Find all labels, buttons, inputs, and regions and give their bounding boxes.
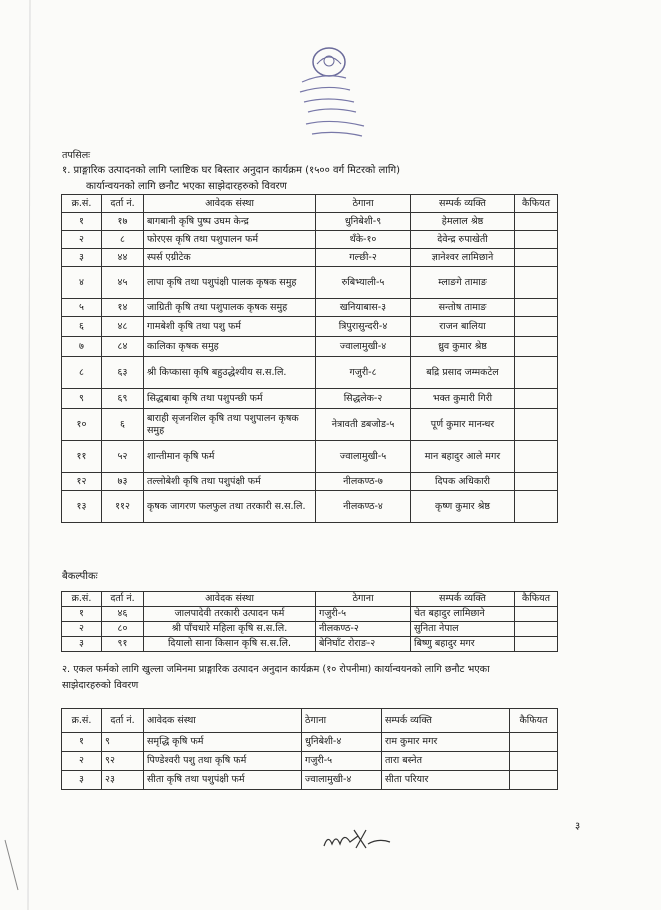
col-header-addr: ठेगाना — [316, 592, 411, 607]
col-header-sn: क्र.सं. — [62, 709, 102, 733]
tapsil-label: तपसिलः — [62, 150, 91, 161]
cell-addr: नीलकण्ठ-७ — [316, 473, 411, 491]
col-header-remarks: कैफियत — [515, 195, 558, 213]
cell-remarks — [510, 771, 558, 790]
table-row — [62, 771, 558, 790]
col-header-reg: दर्ता नं. — [102, 709, 144, 733]
cell-org: समृद्धि कृषि फर्म — [144, 733, 302, 752]
section2-title: २. एकल फर्मको लागि खुल्ला जमिनमा प्राङ्गारिक उत्पादन अनुदान कार्यक्रम (१० रोपनीमा) कार्यान्वयनको लागि छनौट भएका — [62, 664, 490, 675]
cell-sn: ४ — [62, 267, 102, 299]
cell-org: बाराही सृजनशिल कृषि तथा पशुपालन कृषक समुह — [144, 409, 316, 441]
cell-org: कालिका कृषक समुह — [144, 337, 316, 357]
cell-sn: १ — [62, 213, 102, 231]
cell-remarks — [515, 249, 558, 267]
cell-org: कृषक जागरण फलफुल तथा तरकारी स.स.लि. — [144, 491, 316, 523]
cell-sn: ९ — [62, 389, 102, 409]
cell-sn: १० — [62, 409, 102, 441]
cell-reg: १७ — [102, 213, 144, 231]
table-row — [62, 607, 558, 622]
cell-reg: ४४ — [102, 249, 144, 267]
table-row — [62, 389, 558, 409]
cell-org: दियालो साना किसान कृषि स.स.लि. — [144, 637, 316, 652]
cell-org: लापा कृषि तथा पशुपंक्षी पालक कृषक समुह — [144, 267, 316, 299]
col-header-reg: दर्ता नं. — [102, 195, 144, 213]
cell-org: श्री किप्कासा कृषि बहुउद्धेश्यीय स.स.लि. — [144, 357, 316, 389]
cell-sn: ६ — [62, 317, 102, 337]
table-row — [62, 637, 558, 652]
cell-org: जाग्रिती कृषि तथा पशुपालक कृषक समुह — [144, 299, 316, 317]
cell-org: सीता कृषि तथा पशुपंक्षी फर्म — [144, 771, 302, 790]
cell-reg: ४५ — [102, 267, 144, 299]
cell-org: तल्लोबेशी कृषि तथा पशुपंक्षी फर्म — [144, 473, 316, 491]
col-header-sn: क्र.सं. — [62, 592, 102, 607]
cell-sn: ८ — [62, 357, 102, 389]
col-header-remarks: कैफियत — [515, 592, 558, 607]
table-open-field-selected — [61, 708, 558, 790]
table-row — [62, 733, 558, 752]
cell-sn: १२ — [62, 473, 102, 491]
cell-reg: ८० — [102, 622, 144, 637]
cell-contact: भक्त कुमारी गिरी — [411, 389, 515, 409]
cell-addr: ज्वालामुखी-४ — [316, 337, 411, 357]
cell-org: फोरएस कृषि तथा पशुपालन फर्म — [144, 231, 316, 249]
table-row — [62, 249, 558, 267]
table-row — [62, 317, 558, 337]
col-header-org: आवेदक संस्था — [144, 592, 316, 607]
col-header-org: आवेदक संस्था — [144, 195, 316, 213]
cell-reg: ९१ — [102, 637, 144, 652]
cell-remarks — [515, 622, 558, 637]
section1-title: १. प्राङ्गारिक उत्पादनको लागि प्लाष्टिक घर बिस्तार अनुदान कार्यक्रम (१५०० वर्ग मिटरको लागि) — [62, 165, 400, 176]
table-row — [62, 622, 558, 637]
cell-contact: सुनिता नेपाल — [411, 622, 515, 637]
cell-contact: म्लाङगे तामाङ — [411, 267, 515, 299]
table-alternates — [61, 591, 558, 652]
cell-addr: गजुरी-५ — [302, 752, 382, 771]
cell-contact: मान बहादुर आले मगर — [411, 441, 515, 473]
cell-addr: नेत्रावती डबजोड-५ — [316, 409, 411, 441]
cell-contact: पूर्ण कुमार मानन्धर — [411, 409, 515, 441]
col-header-contact: सम्पर्क व्यक्ति — [382, 709, 510, 733]
table-row — [62, 752, 558, 771]
cell-contact: राम कुमार मगर — [382, 733, 510, 752]
cell-reg: २३ — [102, 771, 144, 790]
handwritten-signature — [318, 824, 398, 854]
cell-contact: हेमलाल श्रेष्ठ — [411, 213, 515, 231]
section2-subtitle: साझेदारहरुको विवरण — [62, 680, 139, 691]
table-row — [62, 299, 558, 317]
cell-addr: गजुरी-५ — [316, 607, 411, 622]
cell-addr: खनियाबास-३ — [316, 299, 411, 317]
table-row — [62, 213, 558, 231]
cell-reg: ५२ — [102, 441, 144, 473]
cell-org: गामबेशी कृषि तथा पशु फर्म — [144, 317, 316, 337]
cell-addr: नीलकण्ठ-४ — [316, 491, 411, 523]
cell-reg: १४ — [102, 299, 144, 317]
cell-addr: गजुरी-८ — [316, 357, 411, 389]
cell-remarks — [515, 473, 558, 491]
cell-org: शान्तीमान कृषि फर्म — [144, 441, 316, 473]
cell-remarks — [515, 637, 558, 652]
cell-remarks — [510, 733, 558, 752]
cell-reg: ४६ — [102, 607, 144, 622]
cell-remarks — [515, 317, 558, 337]
cell-sn: २ — [62, 231, 102, 249]
cell-remarks — [515, 213, 558, 231]
cell-remarks — [515, 337, 558, 357]
cell-sn: ३ — [62, 771, 102, 790]
cell-reg: ६९ — [102, 389, 144, 409]
col-header-contact: सम्पर्क व्यक्ति — [411, 592, 515, 607]
office-seal-stamp — [284, 42, 384, 142]
cell-addr: रुबिभ्याली-५ — [316, 267, 411, 299]
table-row — [62, 409, 558, 441]
col-header-addr: ठेगाना — [302, 709, 382, 733]
cell-addr: गल्छी-२ — [316, 249, 411, 267]
cell-sn: ११ — [62, 441, 102, 473]
col-header-remarks: कैफियत — [510, 709, 558, 733]
cell-sn: १३ — [62, 491, 102, 523]
cell-remarks — [515, 299, 558, 317]
table-row — [62, 337, 558, 357]
cell-remarks — [515, 441, 558, 473]
cell-remarks — [515, 231, 558, 249]
page-number: ३ — [575, 821, 581, 832]
table-row — [62, 441, 558, 473]
cell-contact: सीता परियार — [382, 771, 510, 790]
col-header-reg: दर्ता नं. — [102, 592, 144, 607]
cell-sn: १ — [62, 733, 102, 752]
cell-reg: ८ — [102, 231, 144, 249]
table-row — [62, 267, 558, 299]
cell-remarks — [515, 607, 558, 622]
cell-contact: देवेन्द्र रुपाखेती — [411, 231, 515, 249]
col-header-org: आवेदक संस्था — [144, 709, 302, 733]
cell-reg: ७३ — [102, 473, 144, 491]
table-row — [62, 491, 558, 523]
cell-contact: बिष्णु बहादुर मगर — [411, 637, 515, 652]
cell-addr: धुनिबेशी-४ — [302, 733, 382, 752]
cell-contact: सन्तोष तामाङ — [411, 299, 515, 317]
cell-addr: ज्वालामुखी-५ — [316, 441, 411, 473]
cell-addr: धुनिबेशी-९ — [316, 213, 411, 231]
cell-contact: चेत बहादुर लामिछाने — [411, 607, 515, 622]
cell-remarks — [515, 491, 558, 523]
cell-addr: सिद्धलेक-२ — [316, 389, 411, 409]
cell-org: पिण्डेश्वरी पशु तथा कृषि फर्म — [144, 752, 302, 771]
cell-remarks — [515, 267, 558, 299]
cell-reg: ९२ — [102, 752, 144, 771]
cell-org: बागबानी कृषि पुष्प उघम केन्द्र — [144, 213, 316, 231]
cell-remarks — [515, 357, 558, 389]
col-header-addr: ठेगाना — [316, 195, 411, 213]
cell-reg: ४८ — [102, 317, 144, 337]
cell-reg: ६३ — [102, 357, 144, 389]
cell-contact: बद्रि प्रसाद जम्मकटेल — [411, 357, 515, 389]
cell-reg: ११२ — [102, 491, 144, 523]
cell-sn: २ — [62, 752, 102, 771]
cell-addr: ज्वालामुखी-४ — [302, 771, 382, 790]
table-row — [62, 473, 558, 491]
cell-contact: दिपक अधिकारी — [411, 473, 515, 491]
cell-sn: ३ — [62, 249, 102, 267]
cell-contact: ध्रुव कुमार श्रेष्ठ — [411, 337, 515, 357]
table-plastic-house-selected — [61, 194, 558, 523]
section1-subtitle: कार्यान्वयनको लागि छनौट भएका साझेदारहरुको विवरण — [86, 181, 287, 192]
cell-reg: ८४ — [102, 337, 144, 357]
cell-sn: ७ — [62, 337, 102, 357]
cell-org: श्री पाँचधारे महिला कृषि स.स.लि. — [144, 622, 316, 637]
cell-remarks — [515, 389, 558, 409]
cell-sn: १ — [62, 607, 102, 622]
cell-sn: ३ — [62, 637, 102, 652]
cell-addr: थँके-१० — [316, 231, 411, 249]
cell-contact: कृष्ण कुमार श्रेष्ठ — [411, 491, 515, 523]
cell-remarks — [510, 752, 558, 771]
cell-reg: ६ — [102, 409, 144, 441]
cell-contact: तारा बस्नेत — [382, 752, 510, 771]
table-row — [62, 231, 558, 249]
cell-addr: नीलकण्ठ-२ — [316, 622, 411, 637]
cell-contact: राजन बालिया — [411, 317, 515, 337]
cell-addr: त्रिपुरासुन्दरी-४ — [316, 317, 411, 337]
cell-org: स्पर्स एग्रीटेक — [144, 249, 316, 267]
cell-reg: ९ — [102, 733, 144, 752]
cell-sn: २ — [62, 622, 102, 637]
cell-org: जालपादेवी तरकारी उत्पादन फर्म — [144, 607, 316, 622]
cell-addr: बेनिघाँट रोराङ-२ — [316, 637, 411, 652]
table-row — [62, 357, 558, 389]
col-header-sn: क्र.सं. — [62, 195, 102, 213]
alternate-label: बैकल्पीकः — [62, 571, 98, 582]
cell-sn: ५ — [62, 299, 102, 317]
cell-contact: ज्ञानेश्वर लामिछाने — [411, 249, 515, 267]
col-header-contact: सम्पर्क व्यक्ति — [411, 195, 515, 213]
cell-org: सिद्धबाबा कृषि तथा पशुपन्छी फर्म — [144, 389, 316, 409]
cell-remarks — [515, 409, 558, 441]
